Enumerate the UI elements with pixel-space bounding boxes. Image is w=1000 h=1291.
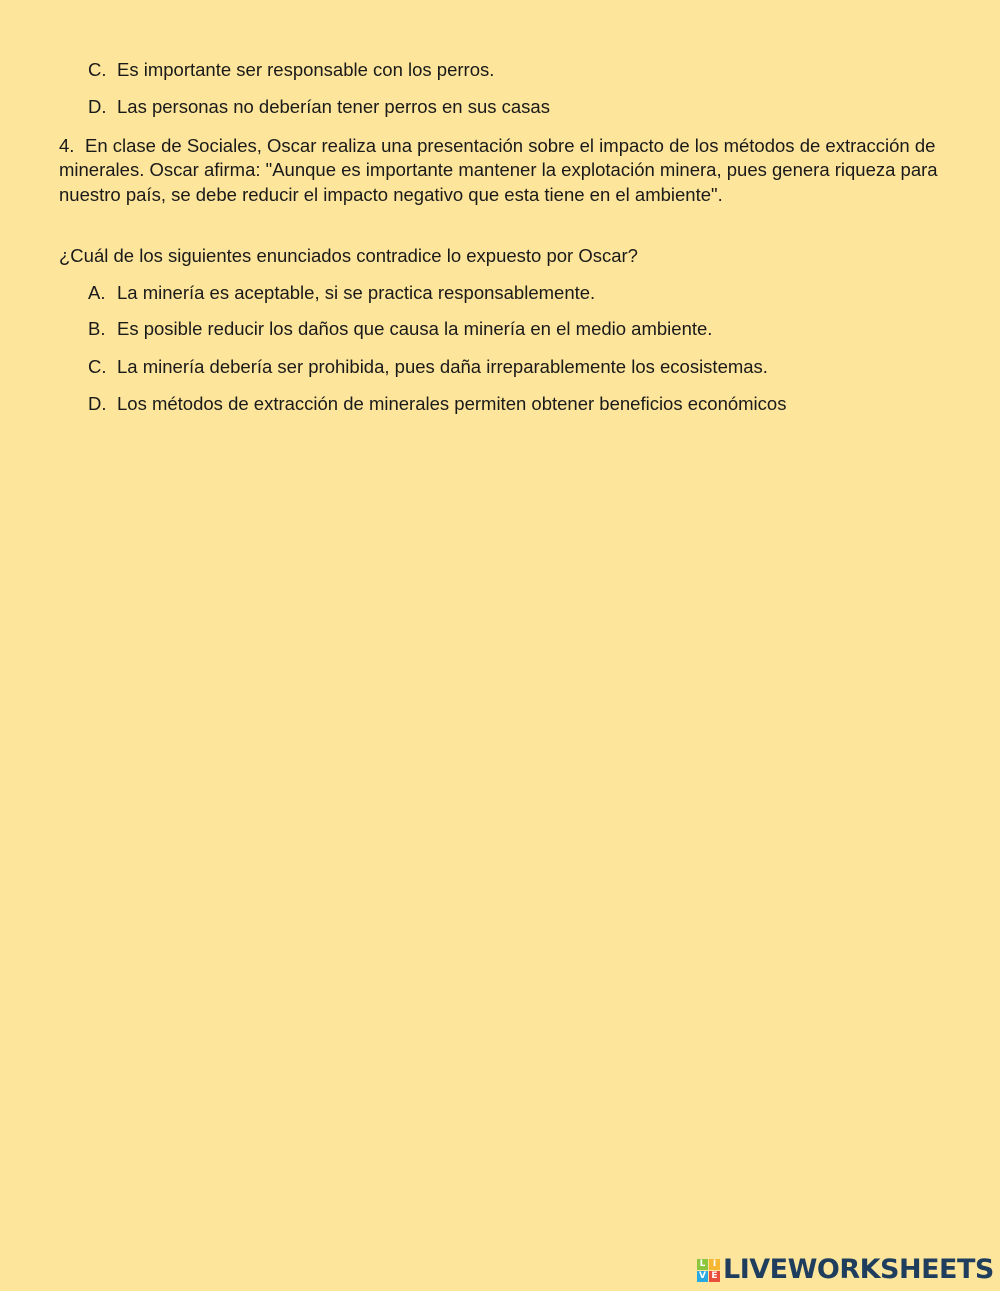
option-c-previous[interactable]	[88, 59, 494, 81]
option-d[interactable]	[88, 393, 786, 415]
option-letter: C.	[88, 356, 107, 377]
question-prompt: ¿Cuál de los siguientes enunciados contradice lo expuesto por Oscar?	[59, 245, 638, 266]
option-text: Es posible reducir los daños que causa la minería en el medio ambiente.	[117, 318, 713, 339]
option-letter: B.	[88, 318, 106, 339]
option-c[interactable]	[88, 356, 768, 378]
option-d-previous[interactable]	[88, 96, 550, 118]
logo-cube-l: L	[697, 1259, 708, 1270]
option-text: Las personas no deberían tener perros en sus casas	[117, 96, 550, 117]
question-4-text	[59, 134, 939, 207]
logo-cube-icon	[697, 1259, 720, 1282]
question-body: En clase de Sociales, Oscar realiza una presentación sobre el impacto de los métodos de extracción de minerales. Oscar afirma: "Aunque es importante mantener la explotación minera, pues genera riqueza para nuestro país, se debe reducir el impacto negativo que esta tiene en el ambiente".	[59, 135, 938, 205]
logo-cube-e: E	[709, 1271, 720, 1282]
option-text: La minería debería ser prohibida, pues daña irreparablemente los ecosistemas.	[117, 356, 768, 377]
logo-text: LIVEWORKSHEETS	[723, 1254, 994, 1285]
option-text: Los métodos de extracción de minerales permiten obtener beneficios económicos	[117, 393, 787, 414]
question-number: 4.	[59, 135, 75, 156]
liveworksheets-logo	[697, 1256, 994, 1284]
option-a[interactable]	[88, 282, 595, 304]
logo-cube-v: V	[697, 1271, 708, 1282]
option-letter: D.	[88, 393, 107, 414]
option-letter: C.	[88, 59, 107, 80]
option-text: Es importante ser responsable con los perros.	[117, 59, 495, 80]
option-letter: A.	[88, 282, 106, 303]
option-b[interactable]	[88, 318, 712, 340]
option-letter: D.	[88, 96, 107, 117]
logo-cube-i: I	[709, 1259, 720, 1270]
option-text: La minería es aceptable, si se practica responsablemente.	[117, 282, 596, 303]
